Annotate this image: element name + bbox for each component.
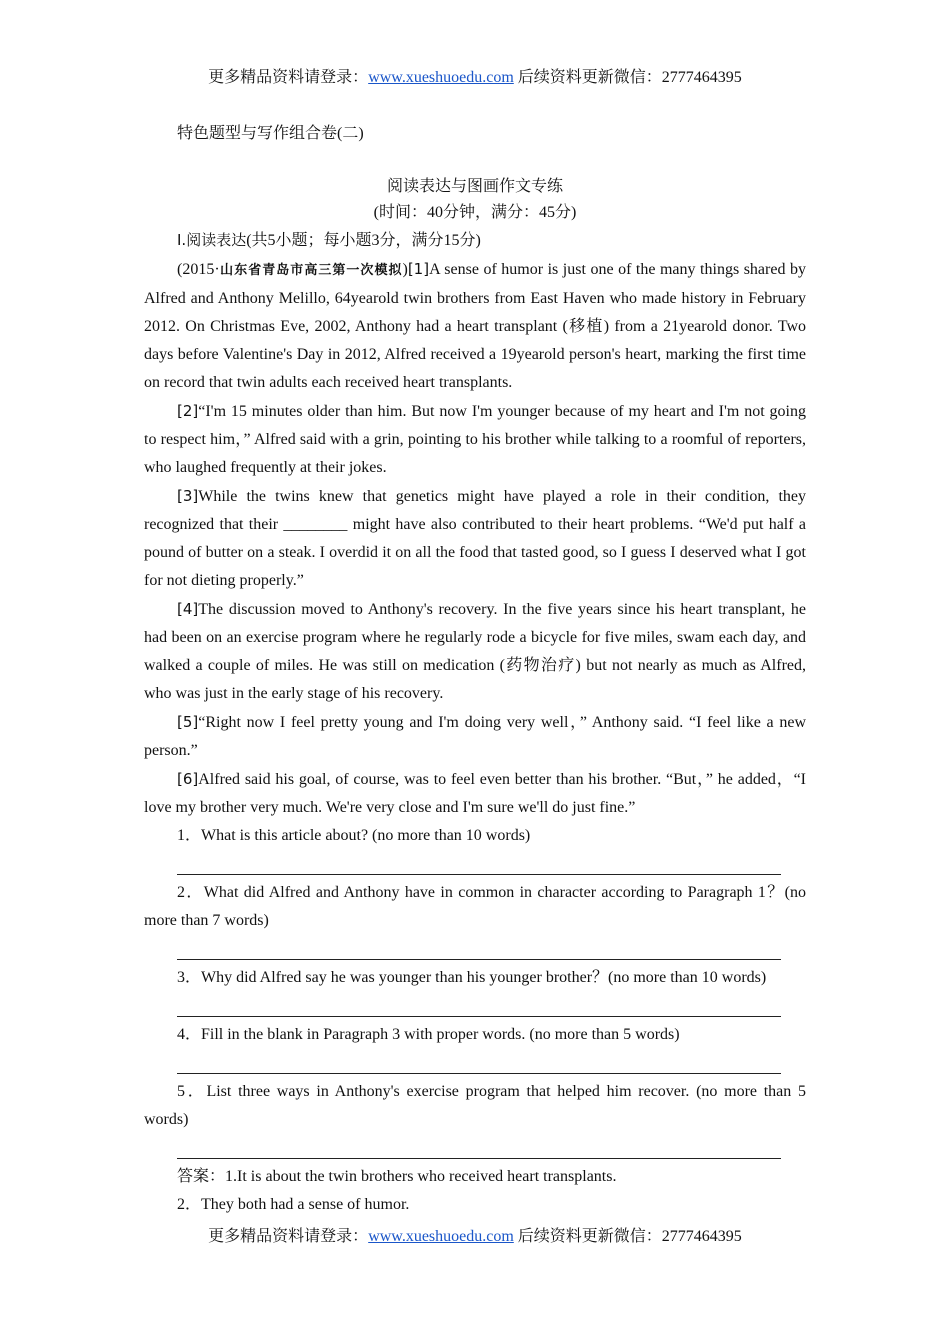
paragraph-marker: [5]	[177, 713, 199, 731]
paragraph-text: A sense of humor is just one of the many things shared by Alfred and Anthony Melillo, 64yearold twin brothers from East Haven who made history in February 2012. On Christmas Eve, 2002, Anthony had a heart transplant (移植) from a 21yearold donor. Two days before Valentine's Day in 2012, Alfred received a 19yearold person's heart, marking the first time on record that twin adults each received heart transplants.	[144, 261, 806, 391]
section-title: 阅读表达与图画作文专练	[386, 178, 563, 195]
page-footer	[0, 1227, 950, 1247]
source-bold: 山东省青岛市高三第一次模拟	[219, 263, 403, 278]
paragraph-6	[144, 765, 806, 822]
paragraph-marker: [6]	[177, 770, 199, 788]
paragraph-marker: [3]	[177, 487, 199, 505]
answer-line-5[interactable]	[177, 1144, 781, 1159]
footer-suffix: 后续资料更新微信：2777464395	[513, 1228, 742, 1245]
answer-line-4[interactable]	[177, 1059, 781, 1074]
paragraph-2	[144, 397, 806, 482]
paragraph-text: “Right now I feel pretty young and I'm doing very well，” Anthony said. “I feel like a new person.”	[144, 714, 806, 759]
paragraph-marker: [2]	[177, 402, 199, 420]
part-label: Ⅰ.阅读表达	[177, 231, 247, 249]
paragraph-text: “I'm 15 minutes older than him. But now I'm younger because of my heart and I'm not going to respect him，” Alfred said with a grin, pointing to his brother while talking to a roomful of reporters, who laughed frequently at their jokes.	[144, 403, 806, 476]
question-5: 5．List three ways in Anthony's exercise program that helped him recover. (no more than 5 words)	[144, 1083, 806, 1128]
header-link[interactable]: www.xueshuoedu.com	[368, 69, 514, 86]
paragraph-text: While the twins knew that genetics might have played a role in their condition, they recognized that their ________ might have also contributed to their heart problems. “We'd put half a pound of butter on a steak. I overdid it on all the food that tasted good, so I guess I deserved what I got for not dieting properly.”	[144, 488, 806, 589]
paragraph-text: Alfred said his goal, of course, was to feel even better than his brother. “But，” he added，“I love my brother very much. We're very close and I'm sure we'll do just fine.”	[144, 771, 806, 816]
time-info: (时间：40分钟，满分：45分)	[373, 204, 577, 221]
paragraph-marker: [1]	[407, 260, 430, 278]
footer-link[interactable]: www.xueshuoedu.com	[368, 1228, 514, 1245]
paragraph-text: The discussion moved to Anthony's recovery. In the five years since his heart transplant, he had been on an exercise program where he regularly rode a bicycle for five miles, swam each day, and walked a couple of miles. He was still on medication (药物治疗) but not nearly as much as Alfred, who was just in the early stage of his recovery.	[144, 601, 806, 702]
answer-line-1[interactable]	[177, 860, 781, 875]
document-body	[144, 120, 806, 1219]
answer-line-2[interactable]	[177, 945, 781, 960]
question-1: 1．What is this article about? (no more than 10 words)	[177, 827, 531, 844]
paper-title: 特色题型与写作组合卷(二)	[177, 125, 364, 142]
paragraph-marker: [4]	[177, 600, 199, 618]
paragraph-1	[144, 255, 806, 397]
question-4: 4．Fill in the blank in Paragraph 3 with proper words. (no more than 5 words)	[177, 1026, 680, 1043]
answer-2: 2．They both had a sense of humor.	[177, 1196, 410, 1213]
paragraph-4	[144, 595, 806, 708]
question-2: 2．What did Alfred and Anthony have in common in character according to Paragraph 1？(no more than 7 words)	[144, 884, 806, 929]
footer-prefix: 更多精品资料请登录：	[208, 1228, 369, 1245]
answer-line-3[interactable]	[177, 1002, 781, 1017]
answer-label: 答案：	[177, 1168, 226, 1185]
source-suffix: )	[402, 261, 408, 278]
header-suffix: 后续资料更新微信：2777464395	[513, 69, 742, 86]
part-heading	[144, 226, 806, 255]
part-info: (共5小题；每小题3分，满分15分)	[246, 232, 481, 249]
source-prefix: (2015·	[177, 261, 220, 278]
answer-text: 1.It is about the twin brothers who received heart transplants.	[225, 1168, 617, 1185]
question-3: 3．Why did Alfred say he was younger than his younger brother？(no more than 10 words)	[177, 969, 767, 986]
answer-1	[144, 1163, 806, 1191]
header-prefix: 更多精品资料请登录：	[208, 69, 369, 86]
page-header	[0, 68, 950, 88]
paragraph-3	[144, 482, 806, 595]
paragraph-5	[144, 708, 806, 765]
